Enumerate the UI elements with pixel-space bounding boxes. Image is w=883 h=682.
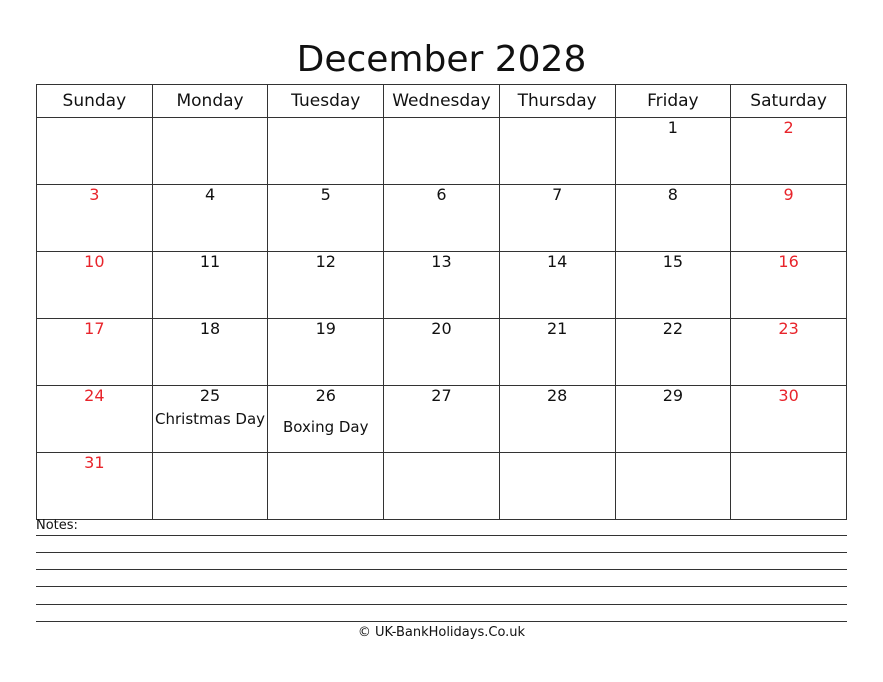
day-number: 1 (667, 118, 678, 137)
week-row (37, 386, 847, 453)
note-line (36, 621, 847, 622)
day-number: 8 (667, 185, 678, 204)
copyright-footer: © UK-BankHolidays.Co.uk (357, 625, 526, 640)
day-cell (384, 252, 500, 319)
week-row (37, 319, 847, 386)
day-number: 2 (783, 118, 794, 137)
weekday-header-row (37, 85, 847, 118)
weekday-header: Wednesday (384, 85, 500, 118)
weekday-header: Saturday (731, 85, 847, 118)
note-line (36, 604, 847, 605)
day-number: 15 (662, 252, 684, 271)
holiday-label: Boxing Day (283, 418, 369, 436)
note-line (36, 552, 847, 553)
day-cell (615, 453, 731, 520)
day-cell (499, 118, 615, 185)
week-row (37, 453, 847, 520)
day-cell (615, 185, 731, 252)
day-cell (152, 319, 268, 386)
note-line (36, 535, 847, 536)
day-cell (615, 118, 731, 185)
day-cell (499, 252, 615, 319)
day-cell (268, 118, 384, 185)
day-cell (731, 185, 847, 252)
day-cell (384, 453, 500, 520)
day-number: 21 (546, 319, 568, 338)
day-cell (268, 252, 384, 319)
day-number: 25 (199, 386, 221, 405)
holiday-label: Christmas Day (155, 410, 266, 428)
weekday-header: Thursday (499, 85, 615, 118)
day-number: 9 (783, 185, 794, 204)
day-cell (37, 252, 153, 319)
day-number: 12 (315, 252, 336, 271)
calendar-body (37, 118, 847, 520)
day-cell (37, 453, 153, 520)
day-cell (384, 386, 500, 453)
day-number: 30 (778, 386, 799, 405)
day-number: 10 (84, 252, 105, 271)
week-row (37, 185, 847, 252)
day-cell (37, 185, 153, 252)
weekday-header: Tuesday (268, 85, 384, 118)
day-cell (731, 319, 847, 386)
day-cell (152, 386, 268, 453)
day-cell (152, 252, 268, 319)
day-cell (268, 319, 384, 386)
day-cell (37, 118, 153, 185)
day-cell (499, 386, 615, 453)
day-number: 5 (320, 185, 331, 204)
day-number: 26 (315, 386, 336, 405)
day-number: 7 (552, 185, 563, 204)
day-number: 11 (199, 252, 221, 271)
day-cell (615, 252, 731, 319)
day-cell (499, 319, 615, 386)
day-number: 14 (546, 252, 568, 271)
day-cell (152, 185, 268, 252)
note-line (36, 586, 847, 587)
day-cell (37, 386, 153, 453)
day-cell (152, 118, 268, 185)
weekday-header: Monday (152, 85, 268, 118)
week-row (37, 252, 847, 319)
day-number: 6 (436, 185, 447, 204)
day-cell (268, 185, 384, 252)
day-cell (731, 118, 847, 185)
day-cell (384, 118, 500, 185)
calendar-grid (36, 84, 847, 520)
day-cell (152, 453, 268, 520)
day-number: 3 (89, 185, 100, 204)
day-cell (731, 252, 847, 319)
day-cell (268, 453, 384, 520)
day-cell (499, 453, 615, 520)
note-line (36, 569, 847, 570)
day-number: 16 (778, 252, 799, 271)
day-number: 31 (84, 453, 105, 472)
day-number: 29 (662, 386, 684, 405)
day-cell (384, 185, 500, 252)
day-number: 18 (199, 319, 221, 338)
day-number: 20 (431, 319, 452, 338)
day-cell (268, 386, 384, 453)
notes-label: Notes: (36, 518, 78, 533)
day-cell (384, 319, 500, 386)
day-cell (37, 319, 153, 386)
day-number: 24 (84, 386, 105, 405)
week-row (37, 118, 847, 185)
day-number: 22 (662, 319, 684, 338)
page-title: December 2028 (296, 39, 587, 80)
day-number: 23 (778, 319, 799, 338)
day-number: 13 (431, 252, 452, 271)
day-number: 19 (315, 319, 336, 338)
day-number: 27 (431, 386, 452, 405)
day-cell (615, 386, 731, 453)
day-number: 4 (204, 185, 216, 204)
weekday-header: Sunday (37, 85, 153, 118)
day-number: 28 (546, 386, 568, 405)
day-number: 17 (84, 319, 105, 338)
weekday-header: Friday (615, 85, 731, 118)
day-cell (499, 185, 615, 252)
day-cell (731, 453, 847, 520)
day-cell (731, 386, 847, 453)
day-cell (615, 319, 731, 386)
